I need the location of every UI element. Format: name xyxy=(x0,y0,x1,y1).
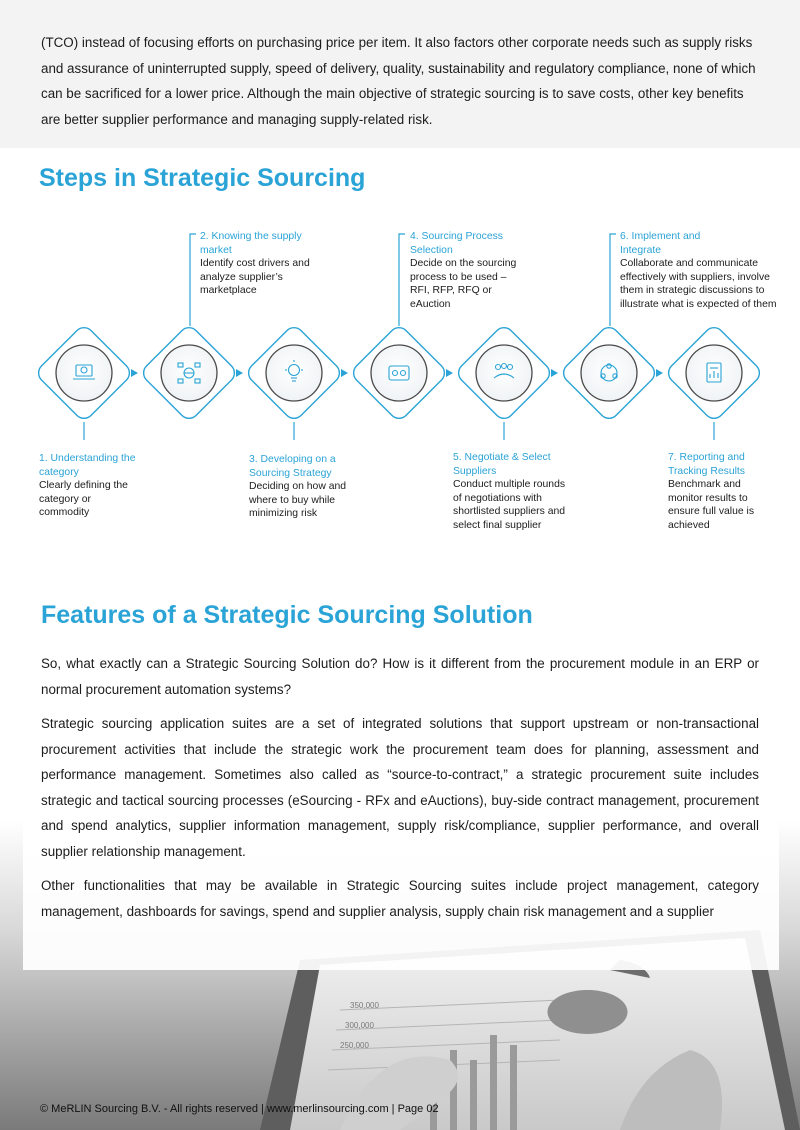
step-4-desc: Decide on the sourcing process to be used – RFI, RFP, RFQ or eAuction xyxy=(410,258,517,310)
paragraph-3: Other functionalities that may be available in Strategic Sourcing suites include project management, category management, dashboards for savings, spend and supplier analysis, supply chain risk management and a supplier xyxy=(41,878,759,919)
arrow-5 xyxy=(551,369,558,377)
step-2 xyxy=(200,230,318,298)
step-7-desc: Benchmark and monitor results to ensure full value is achieved xyxy=(668,479,755,531)
step-1 xyxy=(39,452,139,520)
step-6 xyxy=(620,230,780,312)
step-3-title: 3. Developing on a Sourcing Strategy xyxy=(249,454,336,479)
leader-line-6 xyxy=(610,234,616,326)
arrow-6 xyxy=(656,369,663,377)
step-3-circle xyxy=(266,345,322,401)
photo-label-1: 300,000 xyxy=(345,1021,374,1030)
features-heading: Features of a Strategic Sourcing Solution xyxy=(41,601,533,629)
step-4 xyxy=(410,230,518,312)
step-4-circle xyxy=(371,345,427,401)
step-2-desc: Identify cost drivers and analyze supplier’s marketplace xyxy=(200,258,310,297)
step-2-title: 2. Knowing the supply market xyxy=(200,231,302,256)
arrow-2 xyxy=(236,369,243,377)
step-3-desc: Deciding on how and where to buy while minimizing risk xyxy=(249,481,347,520)
step-6-circle xyxy=(581,345,637,401)
step-7 xyxy=(668,451,768,533)
step-1-desc: Clearly defining the category or commodity xyxy=(39,480,128,519)
step-6-desc: Collaborate and communicate effectively with suppliers, involve them in strategic discussions to illustrate what is expected of them xyxy=(620,258,777,310)
steps-heading: Steps in Strategic Sourcing xyxy=(39,164,366,192)
leader-line-4 xyxy=(399,234,405,326)
step-5-circle xyxy=(476,345,532,401)
step-5-desc: Conduct multiple rounds of negotiations with shortlisted suppliers and select final supplier xyxy=(453,479,566,531)
leader-line-2 xyxy=(190,234,196,326)
step-7-title: 7. Reporting and Tracking Results xyxy=(668,452,745,477)
arrow-3 xyxy=(341,369,348,377)
step-3 xyxy=(249,453,347,521)
features-body xyxy=(41,651,759,933)
paragraph-1: So, what exactly can a Strategic Sourcing Solution do? How is it different from the procurement module in an ERP or normal procurement automation systems? xyxy=(41,656,759,697)
step-1-title: 1. Understanding the category xyxy=(39,453,136,478)
step-5-title: 5. Negotiate & Select Suppliers xyxy=(453,452,551,477)
intro-paragraph: (TCO) instead of focusing efforts on purchasing price per item. It also factors other corporate needs such as supply risks and assurance of uninterrupted supply, speed of delivery, quality, sustainability and regulatory compliance, none of which can be sacrificed for a lower price. Although the main objective of strategic sourcing is to save costs, other key benefits are better supplier performance and managing supply-related risk. xyxy=(41,35,756,127)
footer: © MeRLIN Sourcing B.V. - All rights reserved | www.merlinsourcing.com | Page 02 xyxy=(40,1103,439,1115)
photo-label-2: 250,000 xyxy=(340,1041,369,1050)
arrow-4 xyxy=(446,369,453,377)
step-5 xyxy=(453,451,573,533)
step-4-title: 4. Sourcing Process Selection xyxy=(410,231,503,256)
arrow-1 xyxy=(131,369,138,377)
photo-label-0: 350,000 xyxy=(350,1001,379,1010)
paragraph-2: Strategic sourcing application suites are a set of integrated solutions that support upstream or non-transactional procurement activities that include the strategic work the procurement team does for planning, assessment and performance management. Sometimes also called as “source-to-contract,” a strategic procurement suite includes strategic and tactical sourcing processes (eSourcing - RFx and eAuctions), buy-side contract management, procurement and spend analytics, supplier information management, supply risk/compliance, supplier performance, and overall supplier relationship management. xyxy=(41,716,759,859)
step-6-title: 6. Implement and Integrate xyxy=(620,231,701,256)
